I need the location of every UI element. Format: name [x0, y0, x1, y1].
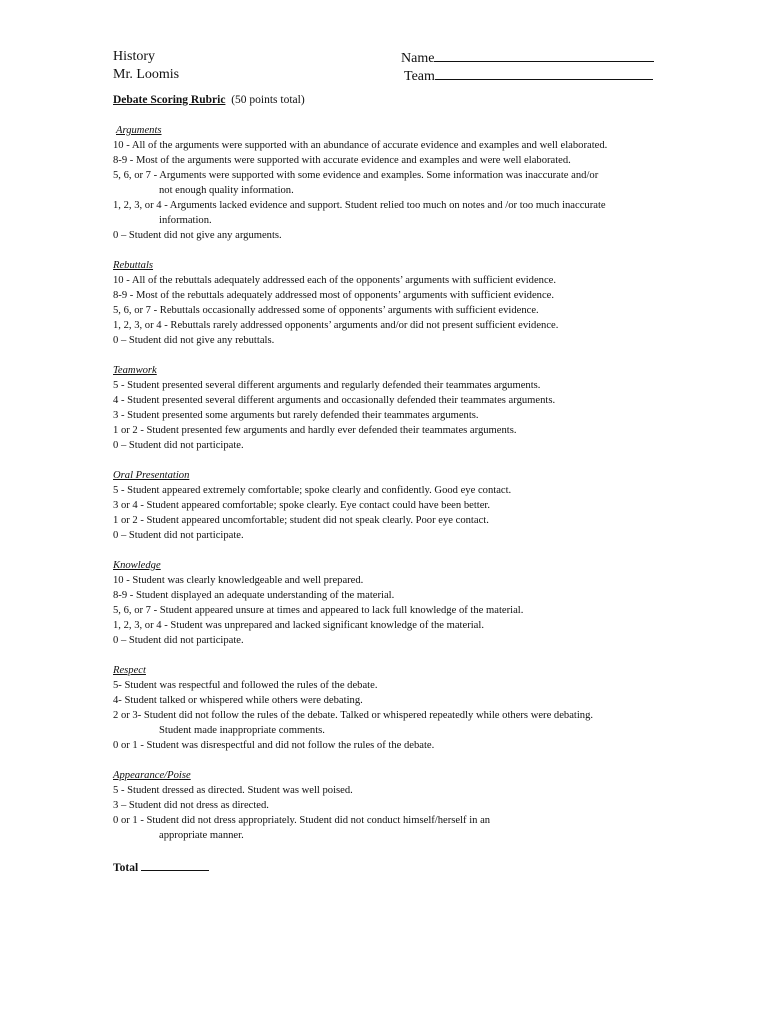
total-blank[interactable]: [141, 858, 209, 871]
section-arguments: [113, 123, 723, 243]
list-item: 0 – Student did not give any rebuttals.: [113, 335, 275, 346]
list-item: [113, 813, 723, 843]
total-field[interactable]: [113, 858, 723, 876]
list-item: 1 or 2 - Student presented few arguments and hardly ever defended their teammates arguments.: [113, 425, 517, 436]
list-item: 10 - Student was clearly knowledgeable and well prepared.: [113, 575, 364, 586]
list-item-continuation: appropriate manner.: [159, 830, 244, 841]
rubric-title-points: (50 points total): [231, 94, 305, 106]
list-item-text: 0 or 1 - Student did not dress appropriately. Student did not conduct himself/herself in an: [113, 815, 491, 826]
list-item-continuation: Student made inappropriate comments.: [159, 725, 325, 736]
section-appearance-poise: [113, 768, 723, 843]
section-rebuttals: [113, 258, 723, 348]
list-item: 4 - Student presented several different arguments and occasionally defended their teammates arguments.: [113, 395, 556, 406]
list-item: 10 - All of the arguments were supported with an abundance of accurate evidence and examples and well elaborated.: [113, 140, 608, 151]
section-heading: Rebuttals: [113, 260, 154, 271]
list-item: 4- Student talked or whispered while others were debating.: [113, 695, 363, 706]
list-item-text: 2 or 3- Student did not follow the rules of the debate. Talked or whispered repeatedly while others were debating.: [113, 710, 594, 721]
course-label: History: [113, 49, 155, 64]
list-item: 8-9 - Student displayed an adequate understanding of the material.: [113, 590, 395, 601]
section-heading: Respect: [113, 665, 146, 676]
section-heading: Appearance/Poise: [113, 770, 191, 781]
list-item: 5- Student was respectful and followed the rules of the debate.: [113, 680, 378, 691]
list-item: [113, 168, 723, 198]
list-item: 0 – Student did not participate.: [113, 530, 244, 541]
list-item: 3 or 4 - Student appeared comfortable; spoke clearly. Eye contact could have been better.: [113, 500, 491, 511]
team-blank[interactable]: [435, 66, 653, 80]
section-heading: Teamwork: [113, 365, 157, 376]
section-heading: Knowledge: [113, 560, 161, 571]
list-item: 5 - Student appeared extremely comfortable; spoke clearly and confidently. Good eye contact.: [113, 485, 512, 496]
team-field[interactable]: [404, 66, 653, 85]
list-item: 3 – Student did not dress as directed.: [113, 800, 269, 811]
list-item: 5, 6, or 7 - Rebuttals occasionally addressed some of opponents’ arguments with sufficient evidence.: [113, 305, 539, 316]
list-item-text: 1, 2, 3, or 4 - Arguments lacked evidence and support. Student relied too much on notes and /or too much inaccurate: [113, 200, 606, 211]
total-label: Total: [113, 862, 139, 874]
rubric-title: [113, 93, 305, 108]
list-item: 0 – Student did not participate.: [113, 440, 244, 451]
name-blank[interactable]: [434, 48, 654, 62]
teacher-label: Mr. Loomis: [113, 67, 180, 82]
list-item: 1, 2, 3, or 4 - Student was unprepared and lacked significant knowledge of the material.: [113, 620, 484, 631]
list-item: 8-9 - Most of the arguments were supported with accurate evidence and examples and were well elaborated.: [113, 155, 571, 166]
list-item: [113, 198, 723, 228]
list-item: 1, 2, 3, or 4 - Rebuttals rarely addressed opponents’ arguments and/or did not present sufficient evidence.: [113, 320, 559, 331]
section-heading: Oral Presentation: [113, 470, 190, 481]
rubric-content: [113, 123, 723, 876]
list-item: 5 - Student presented several different arguments and regularly defended their teammates arguments.: [113, 380, 541, 391]
section-oral-presentation: [113, 468, 723, 543]
list-item-continuation: information.: [159, 215, 212, 226]
rubric-title-main: Debate Scoring Rubric: [113, 94, 226, 106]
list-item: 10 - All of the rebuttals adequately addressed each of the opponents’ arguments with sufficient evidence.: [113, 275, 557, 286]
list-item: 3 - Student presented some arguments but rarely defended their teammates arguments.: [113, 410, 479, 421]
list-item: 0 or 1 - Student was disrespectful and did not follow the rules of the debate.: [113, 740, 435, 751]
section-respect: [113, 663, 723, 753]
name-field[interactable]: [401, 48, 654, 67]
list-item: [113, 708, 723, 738]
list-item: 5 - Student dressed as directed. Student was well poised.: [113, 785, 353, 796]
list-item: 8-9 - Most of the rebuttals adequately addressed most of opponents’ arguments with sufficient evidence.: [113, 290, 555, 301]
list-item: 5, 6, or 7 - Student appeared unsure at times and appeared to lack full knowledge of the material.: [113, 605, 524, 616]
section-teamwork: [113, 363, 723, 453]
section-knowledge: [113, 558, 723, 648]
list-item-continuation: not enough quality information.: [159, 185, 294, 196]
list-item: 1 or 2 - Student appeared uncomfortable; student did not speak clearly. Poor eye contact.: [113, 515, 489, 526]
section-heading: Arguments: [116, 125, 162, 136]
team-label: Team: [404, 69, 435, 84]
list-item-text: 5, 6, or 7 - Arguments were supported with some evidence and examples. Some information was inaccurate and/or: [113, 170, 599, 181]
list-item: 0 – Student did not participate.: [113, 635, 244, 646]
name-label: Name: [401, 51, 435, 66]
list-item: 0 – Student did not give any arguments.: [113, 230, 282, 241]
